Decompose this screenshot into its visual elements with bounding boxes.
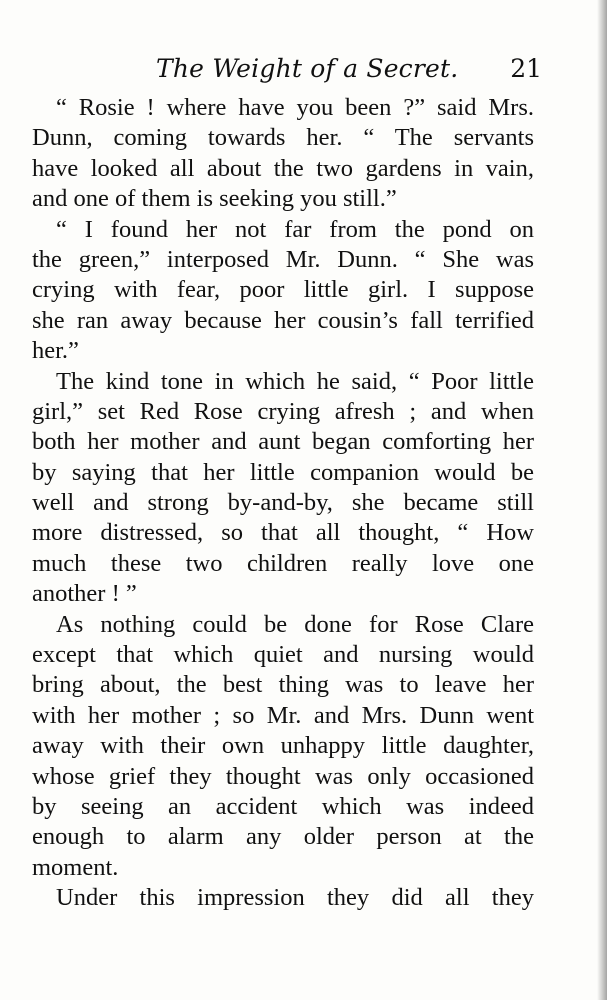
- page-number: 21: [510, 54, 542, 83]
- text-line: whose grief they thought was only occasioned: [32, 762, 534, 790]
- page-edge-shadow: [597, 0, 607, 1000]
- text-line: both her mother and aunt began comforting her: [32, 428, 534, 456]
- text-line: moment.: [32, 853, 119, 881]
- text-line: “ Rosie ! where have you been ?” said Mrs.: [56, 94, 534, 121]
- text-line: with her mother ; so Mr. and Mrs. Dunn went: [32, 701, 534, 729]
- text-line: by saying that her little companion would be: [32, 458, 534, 486]
- text-line: away with their own unhappy little daughter,: [32, 732, 534, 760]
- text-line: another ! ”: [32, 580, 137, 608]
- text-line: The kind tone in which he said, “ Poor little: [56, 367, 534, 395]
- text-line: “ I found her not far from the pond on: [56, 215, 534, 243]
- text-line: and one of them is seeking you still.”: [32, 185, 397, 213]
- text-line: much these two children really love one: [32, 549, 534, 577]
- text-line: girl,” set Red Rose crying afresh ; and when: [32, 397, 534, 425]
- text-line: more distressed, so that all thought, “ How: [32, 519, 534, 547]
- text-line: crying with fear, poor little girl. I suppose: [32, 276, 534, 304]
- text-line: As nothing could be done for Rose Clare: [56, 610, 534, 638]
- text-line: Dunn, coming towards her. “ The servants: [32, 124, 534, 152]
- text-line: Under this impression they did all they: [56, 884, 534, 912]
- text-line: she ran away because her cousin’s fall terrified: [32, 306, 534, 334]
- body-text: [32, 93, 534, 914]
- text-line: bring about, the best thing was to leave her: [32, 671, 534, 699]
- text-line: have looked all about the two gardens in vain,: [32, 154, 534, 182]
- text-line: the green,” interposed Mr. Dunn. “ She was: [32, 245, 534, 273]
- text-line: her.”: [32, 337, 79, 365]
- text-line: by seeing an accident which was indeed: [32, 792, 534, 820]
- text-line: except that which quiet and nursing would: [32, 641, 534, 669]
- text-line: enough to alarm any older person at the: [32, 823, 534, 851]
- text-line: well and strong by-and-by, she became still: [32, 489, 534, 517]
- running-head: [32, 54, 552, 88]
- running-title: The Weight of a Secret.: [156, 54, 459, 83]
